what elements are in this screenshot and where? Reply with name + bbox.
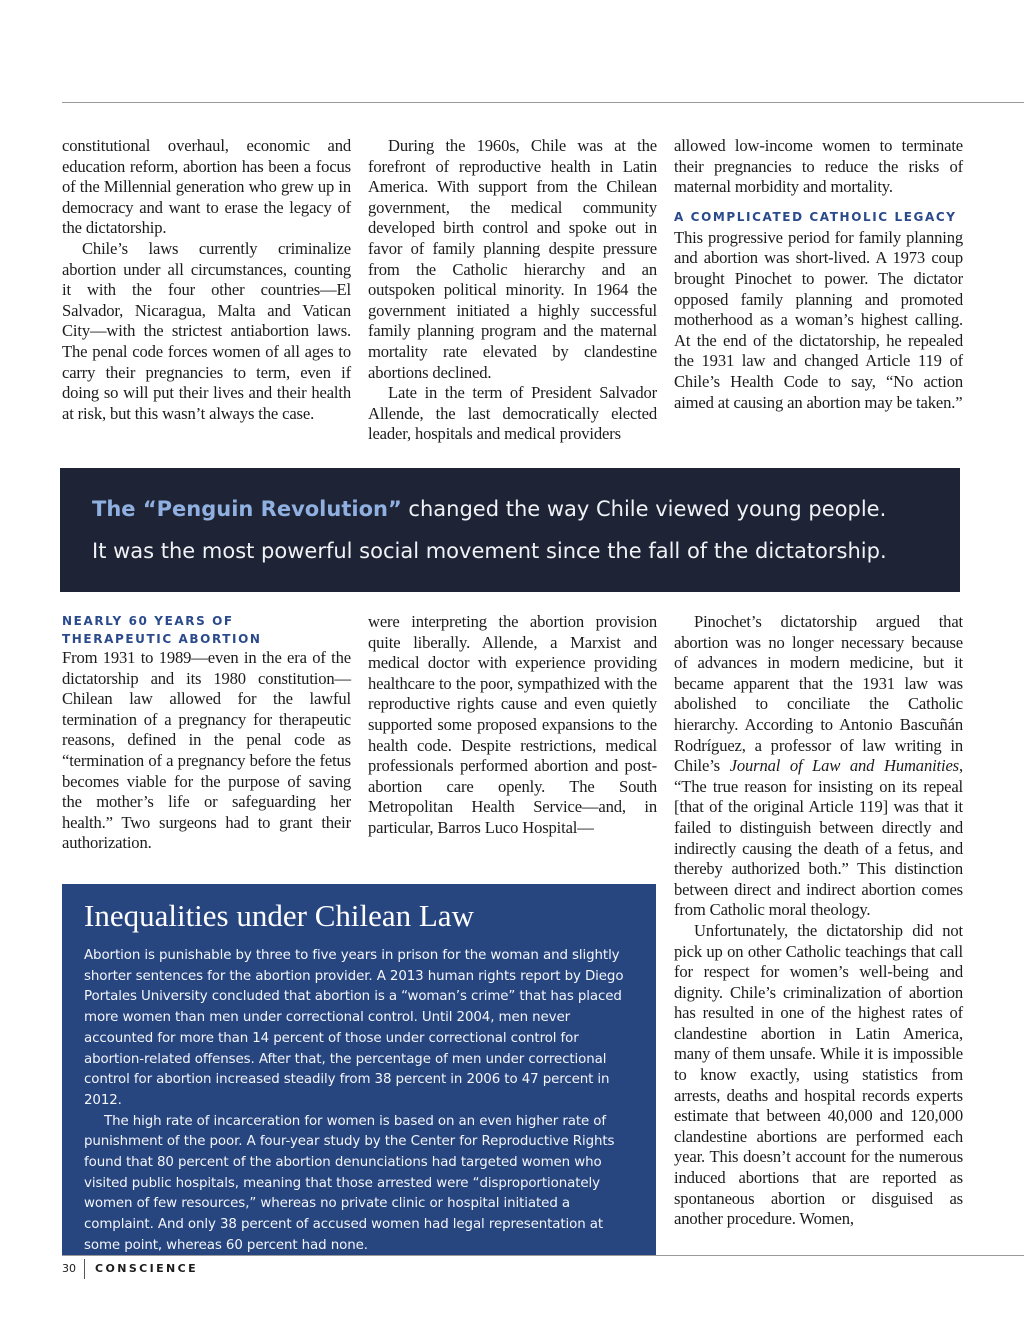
- lower-column-1: [62, 612, 351, 854]
- lower-column-2: [368, 612, 657, 839]
- paragraph: Chile’s laws currently criminalize abortion under all circumstances, counting it with the four other countries—El Salvador, Nicaragua, Malta and Vatican City—with the strictest antiabortion laws. The penal code forces women of all ages to carry their pregnancies to term, even if doing so will put their lives and their health at risk, but this wasn’t always the case.: [62, 238, 351, 423]
- paragraph: This progressive period for family planning and abortion was short-lived. A 1973 coup brought Pinochet to power. The dictator opposed family planning and promoted motherhood as a woman’s highest calling. At the end of the dictatorship, he repealed the 1931 law and changed Article 119 of Chile’s Health Code to say, “No action aimed at causing an abortion may be taken.”: [674, 227, 963, 412]
- pull-quote-line-2: It was the most powerful social movement since the fall of the dictatorship.: [92, 539, 887, 563]
- section-heading: A COMPLICATED CATHOLIC LEGACY: [674, 209, 957, 224]
- paragraph: From 1931 to 1989—even in the era of the dictatorship and its 1980 constitution—Chilean law allowed for the lawful termination of a pregnancy for therapeutic reasons, defined in the penal code as “termination of a pregnancy before the fetus becomes viable for the purpose of saving the mother’s life or safeguarding her health.” Two surgeons had to grant their authorization.: [62, 648, 351, 853]
- top-column-2: [368, 136, 657, 445]
- section-heading: [62, 612, 351, 648]
- paragraph: Late in the term of President Salvador Allende, the last democratically elected leader, hospitals and medical providers: [368, 383, 657, 444]
- section-heading-line: NEARLY 60 YEARS OF: [62, 614, 234, 628]
- pull-quote-text: changed the way Chile viewed young people.: [401, 497, 887, 521]
- journal-title: Journal of Law and Humanities: [729, 756, 959, 776]
- paragraph: [674, 612, 963, 921]
- sidebar-title: Inequalities under Chilean Law: [84, 898, 474, 933]
- pull-quote-highlight: The “Penguin Revolution”: [92, 497, 402, 521]
- paragraph: constitutional overhaul, economic and education reform, abortion has been a focus of the Millennial generation who grew up in democracy and want to erase the legacy of the dictatorship.: [62, 136, 351, 238]
- paragraph: were interpreting the abortion provision quite liberally. Allende, a Marxist and medical doctor with experience providing healthcare to the poor, sympathized with the reproductive rights cause and even quietly supported some proposed expansions to the health code. Despite restrictions, medical professionals performed abortion and post-abortion care openly. The South Metropolitan Health Service—and, in particular, Barros Luco Hospital—: [368, 612, 657, 837]
- page-number: 30: [62, 1262, 76, 1275]
- top-column-1: [62, 136, 351, 424]
- bottom-rule: [62, 1255, 1024, 1256]
- page-footer: [62, 1260, 198, 1278]
- paragraph: During the 1960s, Chile was at the forefront of reproductive health in Latin America. With support from the Chilean government, the medical community developed birth control and spoke out in favor of family planning despite pressure from the Catholic hierarchy and an outspoken political minority. In 1964 the government initiated a highly successful family planning program and the maternal mortality rate elevated by clandestine abortions declined.: [368, 136, 657, 382]
- sidebar-box: [62, 884, 656, 1255]
- lower-column-3: [674, 612, 963, 1230]
- paragraph: Unfortunately, the dictatorship did not pick up on other Catholic teachings that call for respect for women’s well-being and dignity. Chile’s criminalization of abortion has resulted in one of the highest rates of clandestine abortion in Latin America, many of them unsafe. While it is impossible to know exactly, using statistics from arrests, deaths and hospital records experts estimate that between 40,000 and 120,000 clandestine abortions are performed each year. This doesn’t account for the numerous induced abortions that are reported as spontaneous abortion or disguised as another procedure. Women,: [674, 920, 963, 1229]
- paragraph: allowed low-income women to terminate their pregnancies to reduce the risks of maternal morbidity and mortality.: [674, 136, 963, 197]
- footer-divider: [84, 1259, 85, 1279]
- top-column-3: [674, 136, 963, 413]
- pull-quote: [60, 468, 960, 592]
- top-rule: [62, 102, 1024, 103]
- text-run: , “The true reason for insisting on its repeal [that of the original Article 119] was that it failed to distinguish between directly and indirectly causing the death of a fetus, and thereby authorized both.” This distinction between direct and indirect abortion comes from Catholic moral theology.: [674, 756, 963, 920]
- sidebar-paragraph: The high rate of incarceration for women is based on an even higher rate of punishment of the poor. A four-year study by the Center for Reproductive Rights found that 80 percent of the abortion denunciations had targeted women who visited public hospitals, meaning that those arrested were “disproportionately women of few resources,” whereas no private clinic or hospital initiated a complaint. And only 38 percent of accused women had legal representation at some point, whereas 60 percent had none.: [84, 1113, 615, 1253]
- text-run: Pinochet’s dictatorship argued that abortion was no longer necessary because of advances in modern medicine, but it became apparent that the 1931 law was abolished to conciliate the Catholic hierarchy. According to Antonio Bascuñán Rodríguez, a professor of law writing in Chile’s: [674, 612, 963, 776]
- section-heading-line: THERAPEUTIC ABORTION: [62, 632, 262, 646]
- sidebar-paragraph: Abortion is punishable by three to five years in prison for the woman and slightly shorter sentences for the abortion provider. A 2013 human rights report by Diego Portales University concluded that abortion is a “woman’s crime” that has placed more women than men under correctional control. Until 2004, men never accounted for more than 14 percent of those under correctional control for abortion-related offenses. After that, the percentage of men under correctional control for abortion increased steadily from 38 percent in 2006 to 47 percent in 2012.: [84, 948, 624, 1108]
- pull-quote-line-1: [92, 488, 960, 530]
- magazine-name: CONSCIENCE: [95, 1262, 199, 1275]
